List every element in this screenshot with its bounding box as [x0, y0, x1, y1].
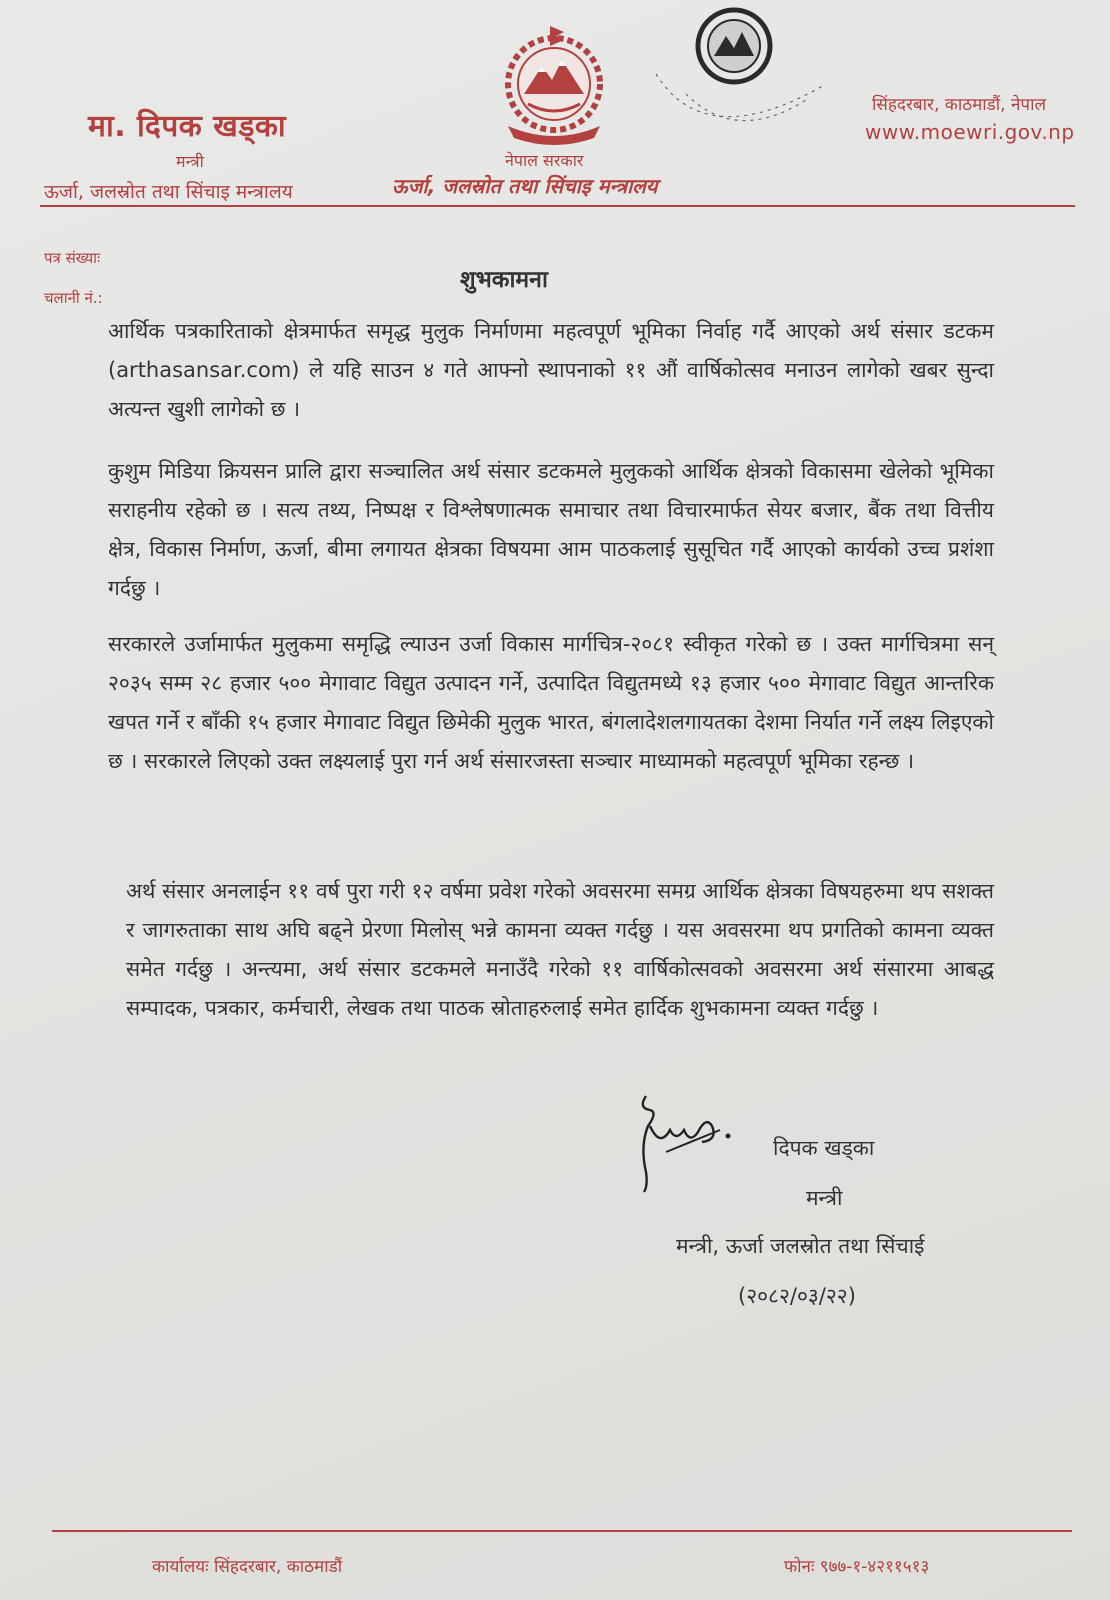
address-text: सिंहदरबार, काठमाडौं, नेपाल — [872, 95, 1047, 115]
letter-number-label: पत्र संख्याः — [44, 249, 101, 267]
body-paragraph: अर्थ संसार अनलाईन ११ वर्ष पुरा गरी १२ वर्षमा प्रवेश गरेको अवसरमा समग्र आर्थिक क्षेत्रका विषयहरुमा थप सशक्त र जागरुताका साथ अघि बढ्ने प्रेरणा मिलोस् भन्ने कामना व्यक्त गर्दछु । यस अवसरमा थप प्रगतिको कामना व्यक्त समेत गर्दछु । अन्त्यमा, अर्थ संसार डटकमले मनाउँदै गरेको ११ वार्षिकोत्सवको अवसरमा अर्थ संसारमा आबद्ध सम्पादक, पत्रकार, कर्मचारी, लेखक तथा पाठक स्रोताहरुलाई समेत हार्दिक शुभकामना व्यक्त गर्दछु । — [126, 879, 994, 1020]
body-paragraph: सरकारले उर्जामार्फत मुलुकमा समृद्धि ल्याउन उर्जा विकास मार्गचित्र-२०८१ स्वीकृत गरेको छ । उक्त मार्गचित्रमा सन् २०३५ सम्म २८ हजार ५०० मेगावाट विद्युत उत्पादन गर्ने, उत्पादित विद्युतमध्ये १३ हजार ५०० मेगावाट विद्युत आन्तरिक खपत गर्ने र बाँकी १५ हजार मेगावाट विद्युत छिमेकी मुलुक भारत, बंगलादेशलगायतका देशमा निर्यात गर्ने लक्ष्य लिइएको छ । सरकारले लिएको उक्त लक्ष्यलाई पुरा गर्न अर्थ संसारजस्ता सञ्चार माध्यामको महत्वपूर्ण भूमिका रहन्छ । — [108, 632, 994, 773]
ministry-name-left: ऊर्जा, जलस्रोत तथा सिंचाइ मन्त्रालय — [44, 181, 293, 203]
nepal-emblem-icon — [494, 22, 614, 148]
ministry-name-center: ऊर्जा, जलस्रोत तथा सिंचाइ मन्त्रालय — [392, 174, 658, 198]
footer-divider — [52, 1530, 1072, 1532]
body-paragraph: आर्थिक पत्रकारिताको क्षेत्रमार्फत समृद्ध मुलुक निर्माणमा महत्वपूर्ण भूमिका निर्वाह गर्दै आएको अर्थ संसार डटकम (arthasansar.com) ले यहि साउन ४ गते आफ्नो स्थापनाको ११ औं वार्षिकोत्सव मनाउन लागेको खबर सुन्दा अत्यन्त खुशी लागेको छ । — [108, 319, 994, 421]
signatory-ministry: मन्त्री, ऊर्जा जलस्रोत तथा सिंचाई — [676, 1234, 925, 1258]
handwritten-signature-icon — [636, 1086, 736, 1196]
footer-office-address: कार्यालयः सिंहदरबार, काठमाडौं — [152, 1557, 343, 1577]
government-label: नेपाल सरकार — [505, 151, 584, 170]
signatory-title: मन्त्री — [806, 1186, 843, 1210]
letter-date: (२०८२/०३/२२) — [738, 1284, 856, 1308]
body-paragraph: कुशुम मिडिया क्रियसन प्रालि द्वारा सञ्चालित अर्थ संसार डटकमले मुलुकको आर्थिक क्षेत्रको विकासमा खेलेको भूमिका सराहनीय रहेको छ । सत्य तथ्य, निष्पक्ष र विश्लेषणात्मक समाचार तथा विचारमार्फत सेयर बजार, बैंक तथा वित्तीय क्षेत्र, विकास निर्माण, ऊर्जा, बीमा लगायत क्षेत्रका विषयमा आम पाठकलाई सुसूचित गर्दै आएको कार्यको उच्च प्रशंशा गर्दछु । — [108, 459, 994, 600]
minister-name: मा. दिपक खड्का — [88, 109, 287, 144]
dispatch-number-label: चलानी नं.: — [44, 289, 103, 307]
office-stamp-icon — [646, 4, 856, 174]
signatory-name: दिपक खड्का — [773, 1136, 875, 1160]
minister-title: मन्त्री — [176, 152, 204, 171]
header-divider — [40, 205, 1075, 207]
document-title: शुभकामना — [460, 267, 548, 293]
footer-phone: फोनः ९७७-१-४२११५१३ — [784, 1557, 930, 1577]
website-link[interactable]: www.moewri.gov.np — [865, 120, 1075, 144]
